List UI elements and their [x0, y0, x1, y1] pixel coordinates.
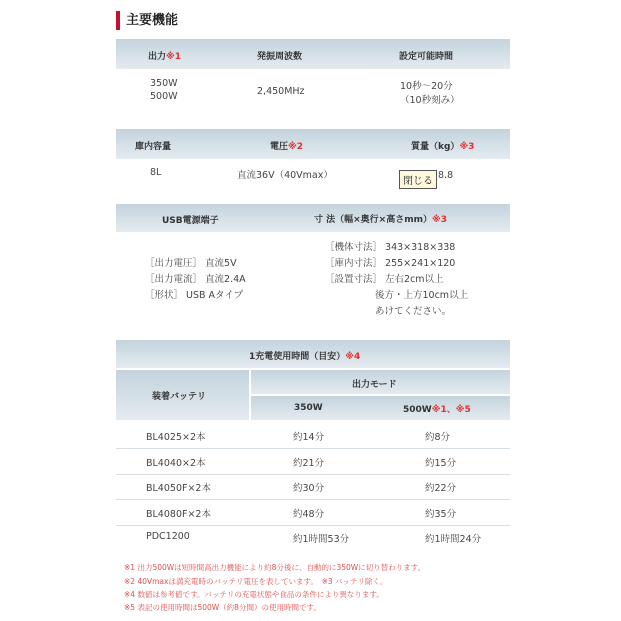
- weight-value: 8.8: [438, 170, 454, 181]
- battery-column-header: [116, 370, 249, 420]
- time-350w: 約48分: [293, 509, 325, 520]
- time-500w: 約35分: [425, 509, 457, 520]
- output-value-500: 500W: [150, 91, 178, 102]
- header-usb: USB電源端子: [162, 216, 219, 226]
- table1-header: [116, 39, 510, 69]
- battery-name: BL4050F×2本: [146, 483, 211, 494]
- battery-name: BL4080F×2本: [146, 509, 211, 520]
- row-divider: [116, 448, 510, 449]
- header-weight: 質量（kg）※3: [411, 142, 475, 152]
- usb-current: ［出力電流］ 直流2.4A: [145, 274, 246, 285]
- table4-title-bar: [116, 340, 510, 368]
- usb-shape: ［形状］ USB Aタイプ: [145, 290, 244, 301]
- time-350w: 約1時間53分: [293, 534, 350, 545]
- output-value-350: 350W: [150, 78, 178, 89]
- header-battery: 装着バッテリ: [152, 392, 207, 402]
- row-divider: [116, 499, 510, 500]
- usb-voltage: ［出力電圧］ 直流5V: [145, 258, 237, 269]
- table3-header: [116, 204, 510, 232]
- time-350w: 約30分: [293, 483, 325, 494]
- mode-subheader: [251, 396, 510, 420]
- header-mode: 出力モード: [352, 380, 397, 390]
- dim-body: ［機体寸法］ 343×318×338: [325, 242, 456, 253]
- row-divider: [116, 474, 510, 475]
- dim-inner: ［庫内寸法］ 255×241×120: [325, 258, 456, 269]
- capacity-value: 8L: [150, 167, 162, 178]
- header-time: 設定可能時間: [399, 52, 454, 62]
- time-350w: 約21分: [293, 458, 325, 469]
- section-title: 主要機能: [126, 13, 179, 28]
- time-range: 10秒〜20分: [400, 81, 453, 92]
- header-500w: 500W※1、※5: [403, 405, 471, 415]
- header-output: 出力※1: [148, 52, 182, 62]
- header-voltage: 電圧※2: [270, 142, 304, 152]
- time-350w: 約14分: [293, 432, 325, 443]
- dim-install-note: あけてください。: [375, 306, 452, 317]
- note-1: ※1 出力500Wは短時間高出力機能により約8分後に、自動的に350Wに切り替わります。: [124, 563, 426, 572]
- header-capacity: 庫内容量: [135, 142, 172, 152]
- voltage-value: 直流36V（40Vmax）: [237, 170, 333, 181]
- mode-header: [251, 370, 510, 394]
- time-500w: 約1時間24分: [425, 534, 482, 545]
- battery-name: PDC1200: [146, 531, 190, 542]
- time-500w: 約8分: [425, 432, 451, 443]
- note-4: ※5 表記の使用時間は500W（約8分間）の使用時間です。: [124, 603, 321, 612]
- section-accent-bar: [116, 11, 120, 30]
- table4-title: 1充電使用時間（目安）※4: [249, 352, 361, 362]
- note-3: ※4 数値は参考値です。バッテリの充電状態や食品の条件により異なります。: [124, 590, 384, 599]
- dim-install: ［設置寸法］ 左右2cm以上: [325, 274, 444, 285]
- battery-name: BL4040×2本: [146, 458, 206, 469]
- table2-header: [116, 129, 510, 159]
- header-350w: 350W: [294, 403, 323, 413]
- close-tooltip-button[interactable]: 閉じる: [399, 170, 437, 189]
- battery-name: BL4025×2本: [146, 432, 206, 443]
- header-frequency: 発振周波数: [257, 52, 303, 62]
- row-divider: [116, 525, 510, 526]
- time-500w: 約22分: [425, 483, 457, 494]
- dim-install-rear: 後方・上方10cm以上: [375, 290, 469, 301]
- header-dimensions: 寸 法（幅×奥行×高さmm）※3: [314, 215, 447, 225]
- note-2: ※2 40Vmaxは満充電時のバッテリ電圧を表しています。 ※3 バッテリ除く。: [124, 577, 388, 586]
- time-step: （10秒刻み）: [400, 95, 460, 106]
- time-500w: 約15分: [425, 458, 457, 469]
- frequency-value: 2,450MHz: [257, 86, 305, 97]
